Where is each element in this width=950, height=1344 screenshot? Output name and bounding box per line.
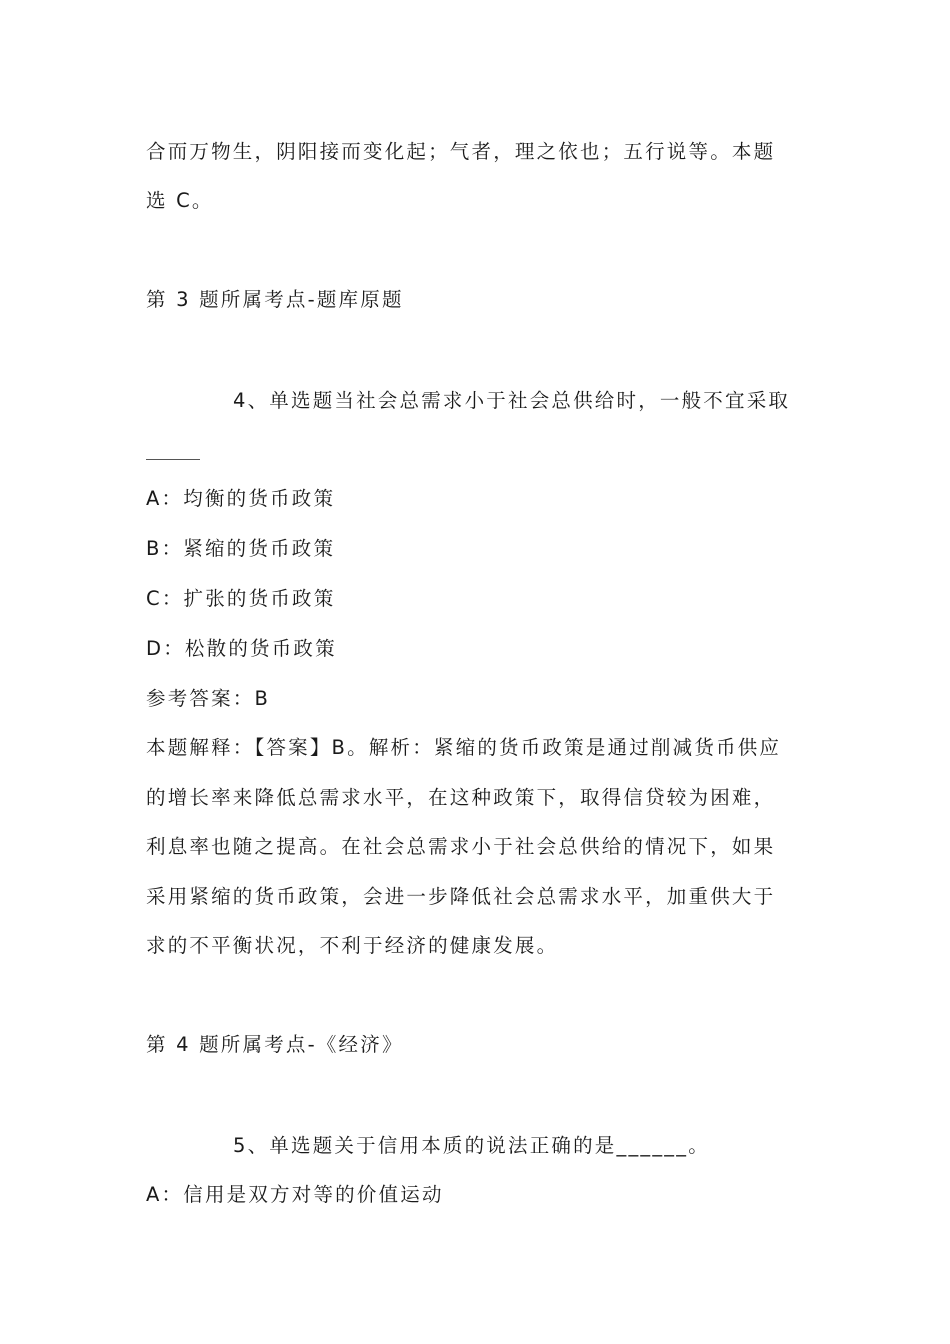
question-5-stem: 5、单选题关于信用本质的说法正确的是______。: [233, 1134, 710, 1157]
question-4-stem: 4、单选题当社会总需求小于社会总供给时，一般不宜采取: [233, 389, 791, 412]
knowledge-point-4: 第 4 题所属考点-《经济》: [146, 1033, 404, 1056]
question-4-option-b: B：紧缩的货币政策: [146, 537, 336, 560]
explanation-line: 的增长率来降低总需求水平，在这种政策下，取得信贷较为困难，: [146, 786, 776, 809]
answer-blank-line: [146, 459, 200, 460]
question-4-answer: 参考答案：B: [146, 687, 271, 710]
knowledge-point-3: 第 3 题所属考点-题库原题: [146, 288, 404, 311]
explanation-line: 采用紧缩的货币政策，会进一步降低社会总需求水平，加重供大于: [146, 885, 776, 908]
question-5-option-a: A：信用是双方对等的价值运动: [146, 1183, 444, 1206]
text-line: 合而万物生，阴阳接而变化起；气者，理之依也；五行说等。本题: [146, 140, 776, 163]
explanation-line: 本题解释：【答案】B。解析：紧缩的货币政策是通过削减货币供应: [146, 736, 782, 759]
explanation-line: 利息率也随之提高。在社会总需求小于社会总供给的情况下，如果: [146, 835, 776, 858]
question-4-option-c: C：扩张的货币政策: [146, 587, 336, 610]
question-4-option-d: D：松散的货币政策: [146, 637, 337, 660]
question-4-option-a: A：均衡的货币政策: [146, 487, 336, 510]
text-line: 选 C。: [146, 189, 214, 212]
explanation-line: 求的不平衡状况，不利于经济的健康发展。: [146, 934, 559, 957]
